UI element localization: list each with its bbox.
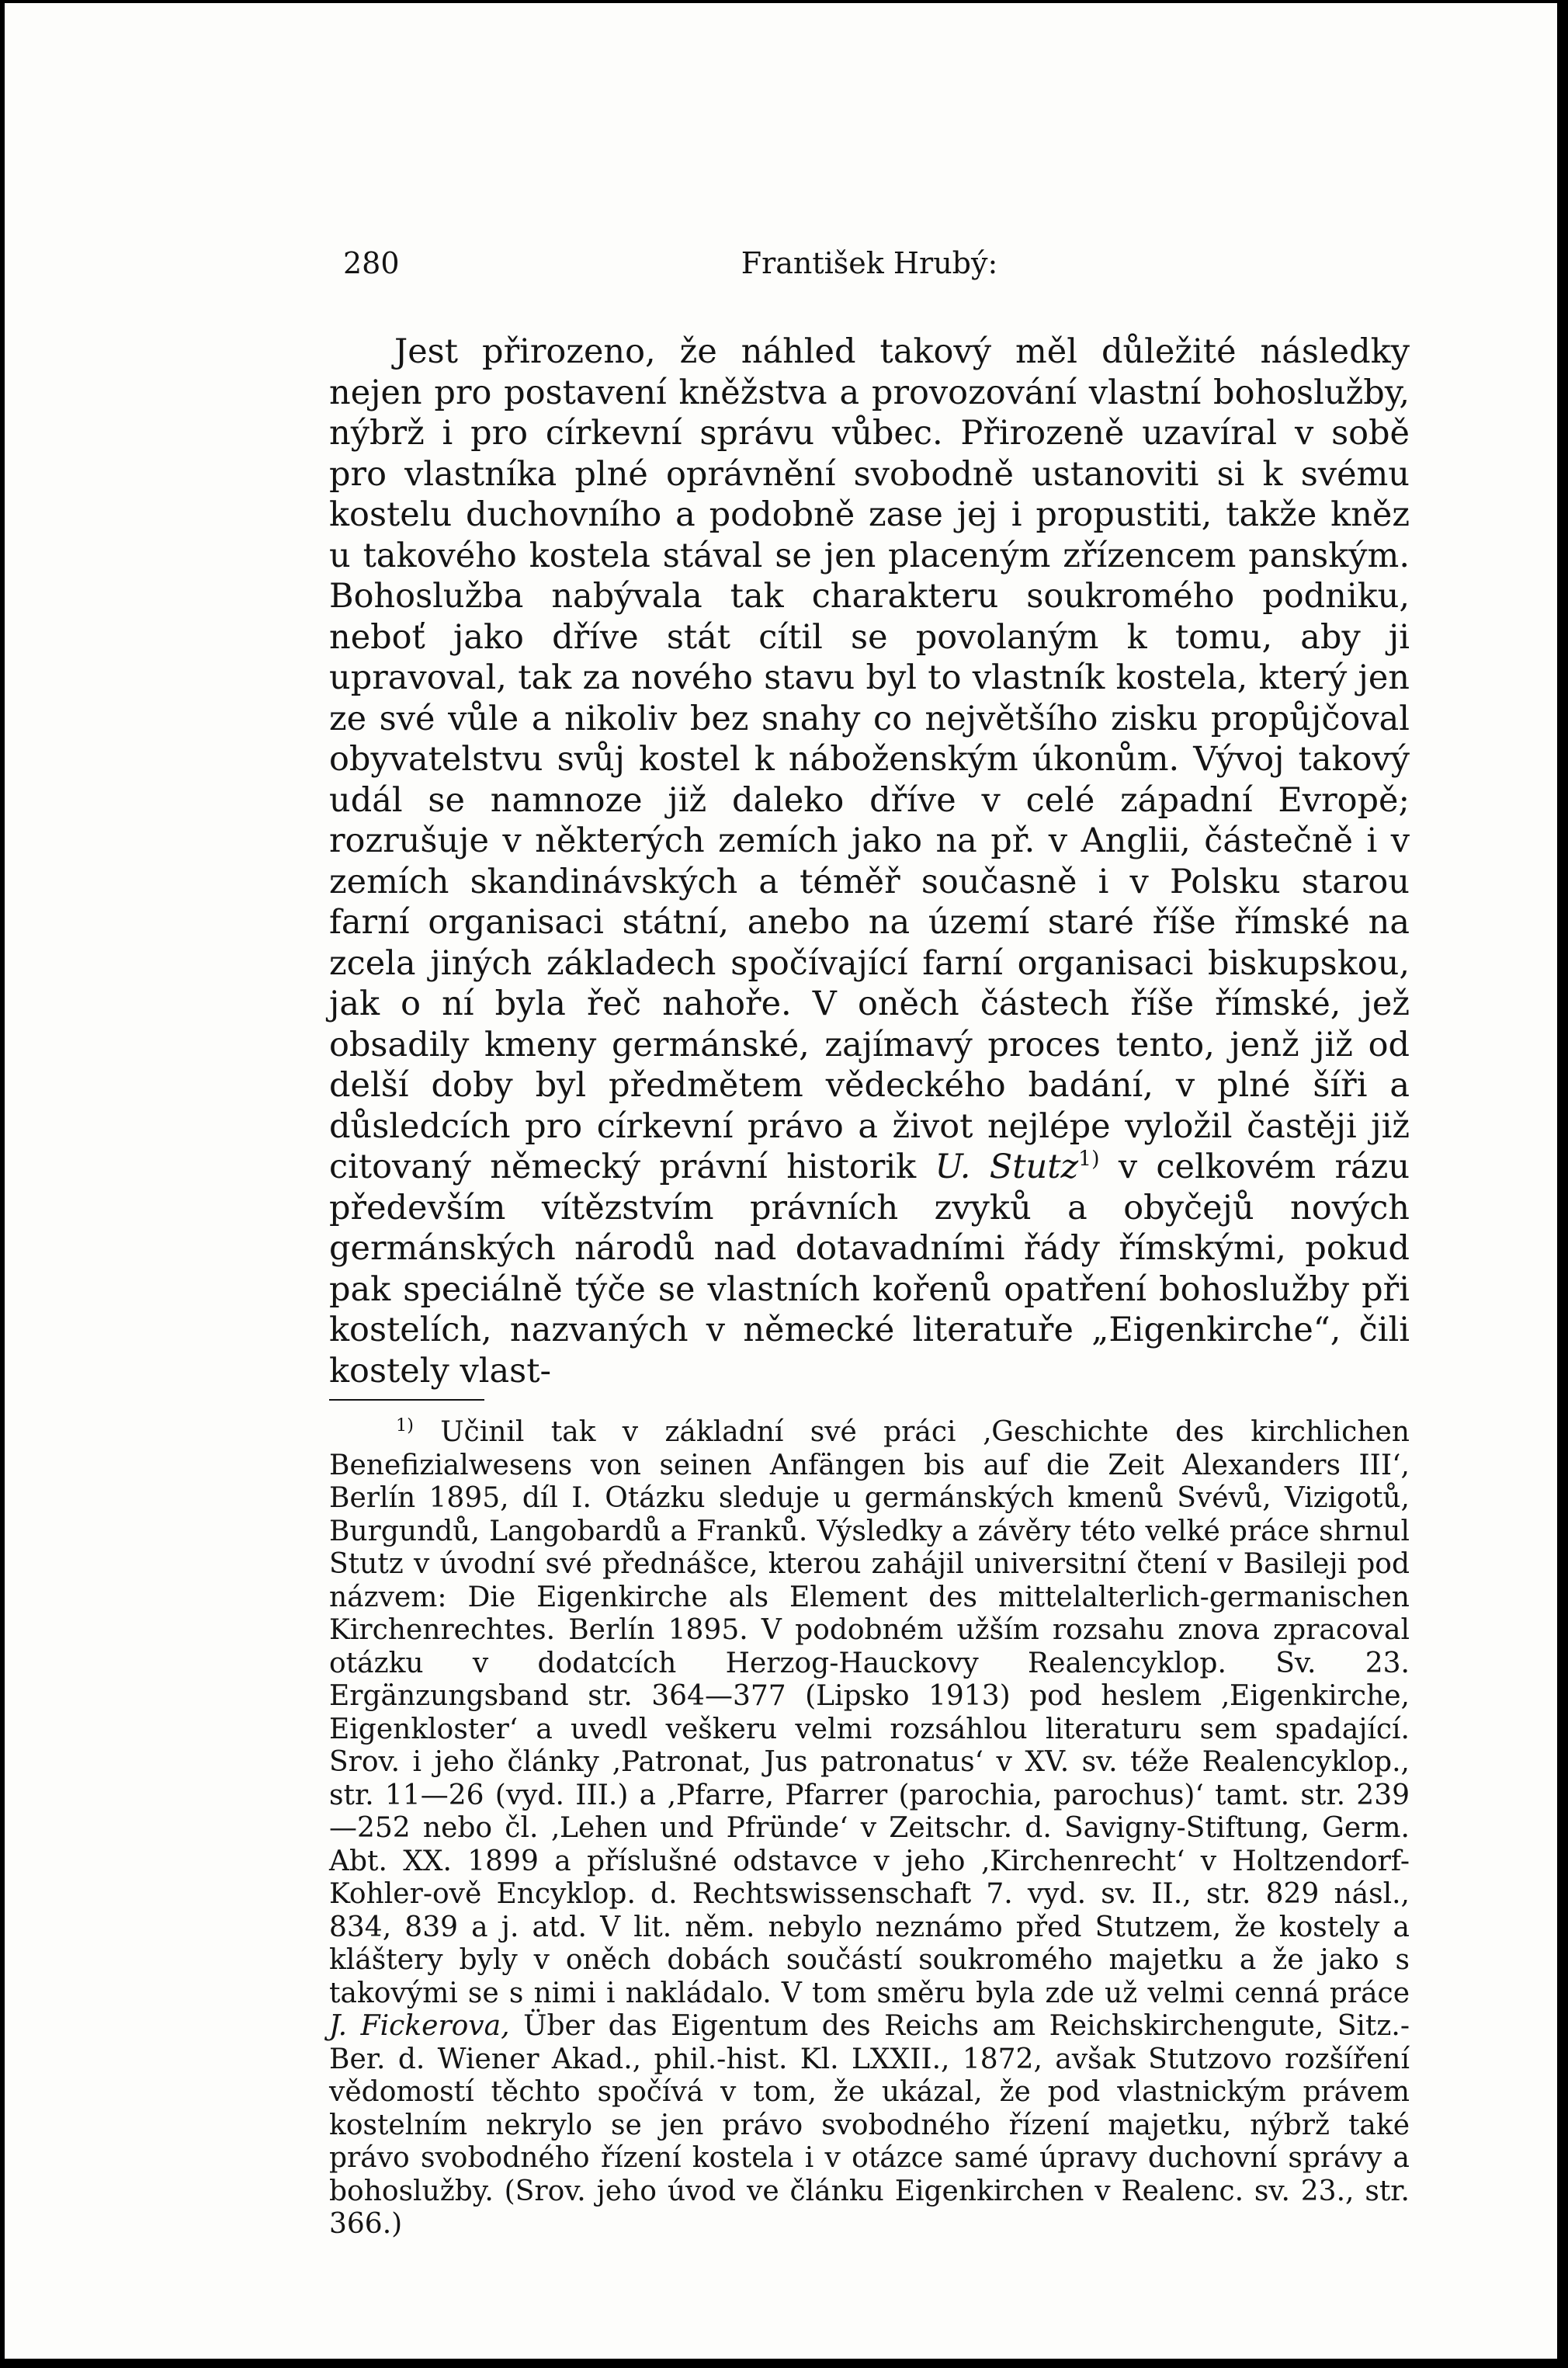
book-page: [5, 3, 1557, 2359]
main-text-part1: Jest přirozeno, že náhled takový měl důležité následky nejen pro postavení kněžstva a provozování vlastní bohoslužby, nýbrž i pro církevní správu vůbec. Přirozeně uzavíral v sobě pro vlastníka plné oprávnění svobodně ustanoviti si k svému kostelu duchovního a podobně zase jej i propustiti, takže kněz u takového kostela stával se jen placeným zřízencem panským. Bohoslužba nabývala tak charakteru soukromého podniku, neboť jako dříve stát cítil se povolaným k tomu, aby ji upravoval, tak za nového stavu byl to vlastník kostela, který jen ze své vůle a nikoliv bez snahy co největšího zisku propůjčoval obyvatelstvu svůj kostel k náboženským úkonům. Vývoj takový udál se namnoze již daleko dříve v celé západní Evropě; rozrušuje v některých zemích jako na př. v Anglii, částečně i v zemích skandinávských a téměř současně i v Polsku starou farní organisaci státní, anebo na území staré říše římské na zcela jiných základech spočívající farní organisaci biskupskou, jak o ní byla řeč nahoře. V oněch částech říše římské, jež obsadily kmeny germánské, zajímavý proces tento, jenž již od delší doby byl předmětem vědeckého badání, v plné šíři a důsledcích pro církevní právo a život nejlépe vyložil častěji již citovaný německý právní historik: [329, 332, 1410, 1186]
footnote-marker: 1): [396, 1415, 414, 1436]
footnote-divider: [329, 1399, 484, 1401]
main-paragraph: [329, 332, 1410, 1391]
author-name-italic: U. Stutz: [935, 1148, 1079, 1186]
page-number: 280: [343, 246, 400, 280]
main-text-part2: v celkovém rázu především vítězstvím právních zvyků a obyčejů nových germánských národů nad dotavadními řády římskými, pokud pak speciálně týče se vlastních kořenů opatření bohoslužby při kostelích, nazvaných v německé literatuře „Eigenkirche“, čili kostely vlast-: [329, 1148, 1410, 1391]
page-header: [329, 240, 1410, 286]
footnote-reference: 1): [1078, 1147, 1100, 1172]
footnote-author-italic: J. Fickerova,: [329, 2010, 510, 2042]
page-content: [329, 240, 1410, 2269]
footnote-text-part2: Über das Eigentum des Reichs am Reichskirchengute, Sitz.-Ber. d. Wiener Akad., phil.-hist. Kl. LXXII., 1872, avšak Stutzovo rozšíření vědomostí těchto spočívá v tom, že ukázal, že pod vlastnickým právem kostelním nekrylo se jen právo svobodného řízení majetku, nýbrž také právo svobodného řízení kostela i v otázce samé úpravy duchovní správy a bohoslužby. (Srov. jeho úvod ve článku Eigenkirchen v Realenc. sv. 23., str. 366.): [329, 2010, 1410, 2240]
footnote-text-part1: Učinil tak v základní své práci ‚Geschichte des kirchlichen Benefizialwesens von seinen Anfängen bis auf die Zeit Alexanders III‘, Berlín 1895, díl I. Otázku sleduje u germánských kmenů Svévů, Vizigotů, Burgundů, Langobardů a Franků. Výsledky a závěry této velké práce shrnul Stutz v úvodní své přednášce, kterou zahájil universitní čtení v Basileji pod názvem: Die Eigenkirche als Element des mittelalterlich-germanischen Kirchenrechtes. Berlín 1895. V podobném užším rozsahu znova zpracoval otázku v dodatcích Herzog-Hauckovy Realencyklop. Sv. 23. Ergänzungsband str. 364—377 (Lipsko 1913) pod heslem ‚Eigenkirche, Eigenkloster‘ a uvedl veškeru velmi rozsáhlou literaturu sem spadající. Srov. i jeho články ‚Patronat, Jus patronatus‘ v XV. sv. téže Realencyklop., str. 11—26 (vyd. III.) a ‚Pfarre, Pfarrer (parochia, parochus)‘ tamt. str. 239—252 nebo čl. ‚Lehen und Pfründe‘ v Zeitschr. d. Savigny-Stiftung, Germ. Abt. XX. 1899 a příslušné odstavce v jeho ‚Kirchenrecht‘ v Holtzendorf-Kohler-ově Encyklop. d. Rechtswissenschaft 7. vyd. sv. II., str. 829 násl., 834, 839 a j. atd. V lit. něm. nebylo neznámo před Stutzem, že kostely a kláštery byly v oněch dobách součástí soukromého majetku a že jako s takovými se s nimi i nakládalo. V tom směru byla zde už velmi cenná práce: [329, 1416, 1410, 2009]
running-head: František Hrubý:: [741, 246, 998, 280]
footnote: [329, 1416, 1410, 2241]
